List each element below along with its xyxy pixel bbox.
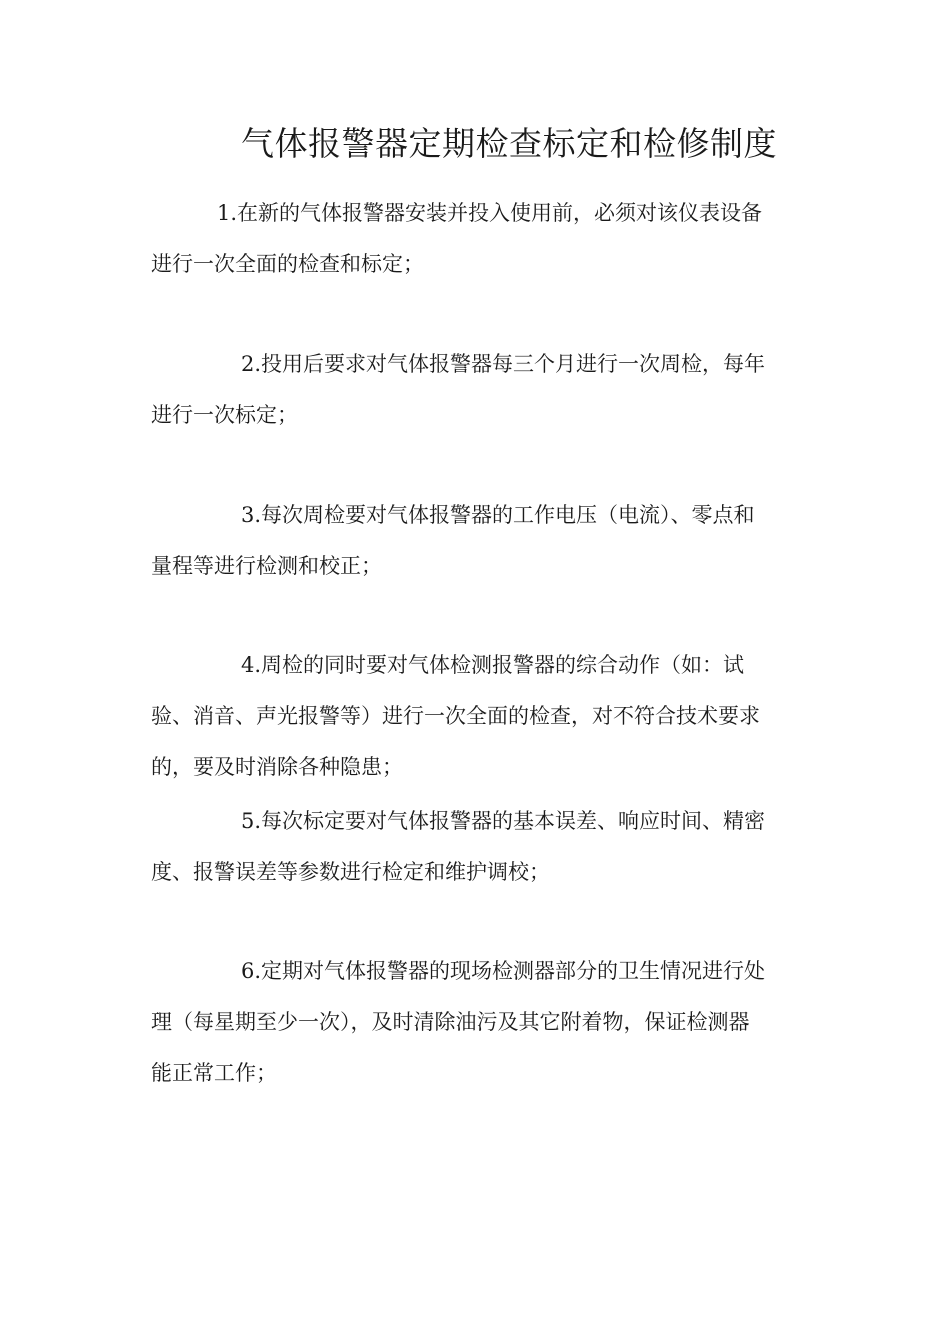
paragraph-line: 理（每星期至少一次），及时清除油污及其它附着物，保证检测器 — [151, 1010, 750, 1034]
document-title: 气体报警器定期检查标定和检修制度 — [241, 124, 777, 163]
paragraph-5 — [151, 796, 803, 898]
paragraph-line: 度、报警误差等参数进行检定和维护调校； — [151, 860, 550, 884]
paragraph-4 — [151, 640, 803, 793]
paragraph-line: 验、消音、声光报警等）进行一次全面的检查，对不符合技术要求 — [151, 704, 760, 728]
paragraph-line: 进行一次标定； — [151, 403, 298, 427]
paragraph-line: 6.定期对气体报警器的现场检测器部分的卫生情况进行处 — [241, 959, 766, 983]
paragraph-line: 进行一次全面的检查和标定； — [151, 252, 424, 276]
paragraph-line: 的，要及时消除各种隐患； — [151, 755, 403, 779]
paragraph-line: 2.投用后要求对气体报警器每三个月进行一次周检，每年 — [241, 352, 766, 376]
paragraph-1 — [151, 188, 803, 290]
paragraph-line: 3.每次周检要对气体报警器的工作电压（电流）、零点和 — [241, 503, 755, 527]
paragraph-2 — [151, 339, 803, 441]
paragraph-3 — [151, 490, 803, 592]
paragraph-6 — [151, 946, 803, 1099]
paragraph-line: 能正常工作； — [151, 1061, 277, 1085]
paragraph-line: 5.每次标定要对气体报警器的基本误差、响应时间、精密 — [241, 809, 766, 833]
paragraph-line: 量程等进行检测和校正； — [151, 554, 382, 578]
paragraph-line: 4.周检的同时要对气体检测报警器的综合动作（如：试 — [241, 653, 745, 677]
paragraph-line: 1.在新的气体报警器安装并投入使用前，必须对该仪表设备 — [217, 201, 763, 225]
